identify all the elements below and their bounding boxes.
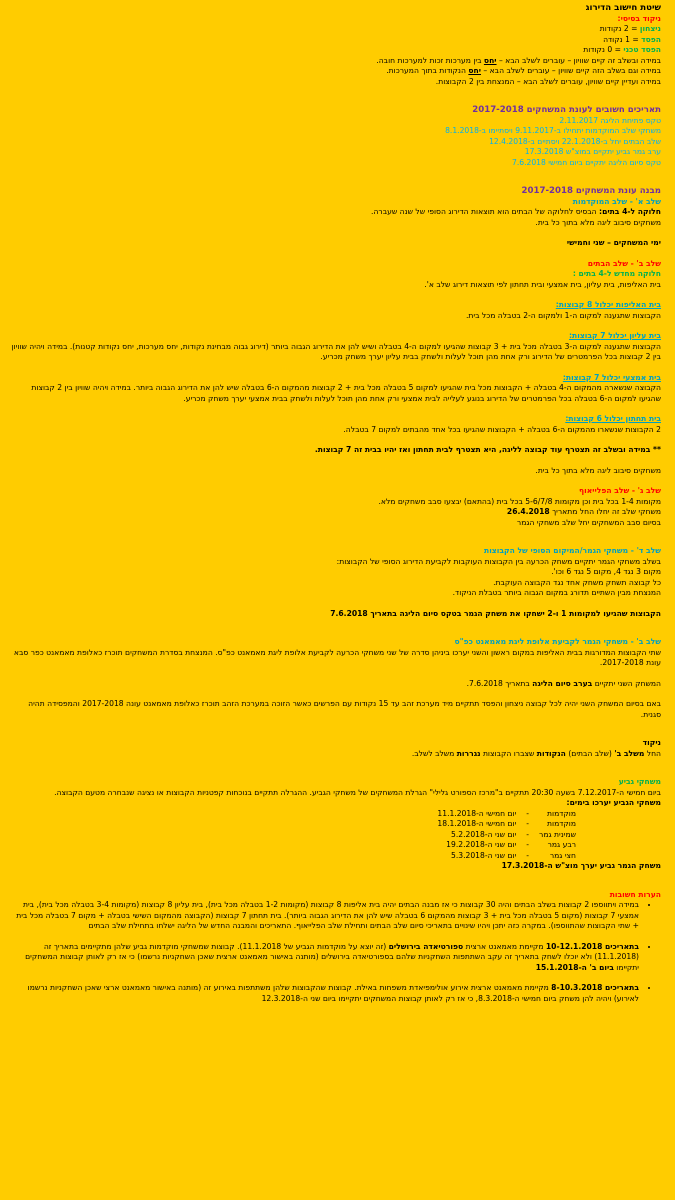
stage-b-subtitle: חלוקה מחדש ל-4 בתים :: [572, 269, 661, 278]
rule1-text-a: במידה ובשלב זה קיים שוויון – עוברים לשלב הבא –: [496, 55, 661, 65]
cup-round: מוקדמות: [547, 808, 576, 818]
note-bold: ספורטיאדה בירושלים: [388, 941, 464, 951]
scoring-text-b: משלב ב': [614, 748, 645, 758]
cup-days-title: משחקי הגביע יערכו בימים:: [566, 798, 661, 807]
stage-b2-line-1: שתי הקבוצות המדורגות בבית האליפות במקום ראשון והשני יערכו ביניהן סדרה של שני משחקי הכרעה לקביעת אלופת ליגת מאמאנט כפ"ס. המנצחת בסדרת המשחקים תוכרז כאלופת מאמאנט כפר סבא עונת 2017-2018.: [13, 647, 661, 667]
stage-a-bold: חלוקה ל-4 בתים:: [599, 207, 661, 216]
date-item: ערב גמר גביע יתקיים במוצ"ש 17.3.2018: [524, 147, 661, 156]
cup-row: [427, 840, 576, 851]
cup-schedule-table: [427, 809, 576, 862]
stage-b2-line-3: באם בסיום המשחק השני יהיה לכל קבוצה ניצחון והפסד תתקיים מיד מערכת זהב עד 15 נקודות עם הפרשים כאשר הזוכה במערכת הזהב תוכרז כאלופת מאמאנט עונה 2017-2018 והמפסידה תהיה סגנית.: [28, 699, 661, 719]
stage-d-title: שלב ד' - משחקי הגמר/המיקום הסופי של הקבוצות: [484, 546, 661, 555]
stage-a-text: הבסיס לחלוקה של הבתים הוא תוצאות הדירוג הסופי של שנה שעברה.: [371, 207, 600, 216]
cup-round: מוקדמות: [547, 819, 576, 828]
cup-date: יום שני ה-19.2.2018: [446, 840, 517, 849]
note-bold: ביום ב' ה-15.1.2018: [535, 962, 614, 972]
house-lower-title: בית תחתון יכלול 6 קבוצות:: [565, 414, 661, 423]
note-bold: בתאריכים 8-10.3.2018: [551, 983, 639, 992]
cup-row: [427, 809, 576, 820]
full-round-note: משחקים סיבוב ליגה מלא בתוך כל בית.: [535, 465, 661, 475]
rule1-text-b: יחס: [483, 55, 497, 65]
stage-d-line-4: המנצחת מבין השתיים תדורג במקום הגבוה ביותר בטבלת הניקוד.: [452, 588, 661, 597]
cup-dash: -: [526, 808, 530, 818]
house-middle-title: בית אמצעי יכלול 7 קבוצות:: [562, 372, 661, 382]
notes-list: [8, 900, 661, 1004]
note-item: [8, 900, 639, 932]
stage-d-line-2: מקום 3 נגד 4, מקום 5 נגד 6 וכו'.: [551, 567, 661, 576]
final-note: הקבוצות שהגיעו למקומות 1 ו-2 ישחקו את משחק הגמר בטקס סיום הליגה בתאריך 7.6.2018: [330, 608, 661, 618]
house-upper-text: הקבוצות שתגענה למקום ה-3 בטבלה מכל בית + 3 קבוצות שהגיעו למקום ה-4 בטבלה ושיש להן את הדירוג הגבוה ביותר (דירוג גבוה מבחינת נקודות, יחס מערכות, יחס נקודות קטנות). במידה ויהיה שוויון בין 2 קבוצות בכל הפרמטרים של הדירוג ורק אחת מהן תוכל לעלות ולשחק בבית עליון יערך משחק מכריע.: [11, 341, 661, 361]
tiebreak-rule-1: [8, 56, 661, 67]
cup-line-1: ביום חמישי ה-7.12.2017 בשעה 20:30 תתקיים ב"מרכז הספורט גלילי" הגרלת המשחקים של משחקי הגביע. ההגרלה תתקיים בנוכחות קפטניות הקבוצות או נציגה שנבחרה מטעם הקבוצה.: [54, 787, 661, 797]
cup-round: חצי גמר: [549, 850, 576, 860]
stage-c-line-2: [8, 507, 661, 518]
stage-d-line-1: בשלב משחקי הגמר יתקיים משחק הכרעה בין הקבוצות העוקבות לקביעת הדירוג הסופי של הקבוצות:: [336, 556, 661, 566]
notes-title: הערות חשובות: [609, 889, 661, 899]
house-middle-text: הקבוצה שנשארה מהמקום ה-4 בטבלה + הקבוצות מכל בית שהגיעו למקום 5 בטבלה מכל בית + 2 קבוצות מהמקום ה-6 בטבלה שיש להן את הדירוג הגבוה ביותר. במידה ויהיה שוויון בין 2 קבוצות שהגיעו למקום ה-6 בטבלה בכל הפרמטרים של הדירוג בנוגע לעלייה לבית אמצעי ורק אחת מהן תוכל לעלות ולשחק בבית אמצעי יערך משחק מכריע.: [31, 383, 661, 403]
scoring-line-1: [8, 749, 661, 760]
cup-row: [427, 830, 576, 841]
note-text: מקיימת מאמאנט ארצית: [463, 941, 546, 951]
date-item: טקס סיום הליגה יתקיים ביום חמישי 7.6.2018: [512, 157, 661, 167]
win-value: = 2 נקודות: [599, 24, 640, 33]
stage-b2-line-2: [8, 679, 661, 690]
stage-a-line-1: [8, 207, 661, 218]
tech-loss-value: = 0 נקודות: [583, 45, 624, 54]
stage-b-line-1: בית האליפות, בית עליון, בית אמצעי ובית תחתון לפי תוצאות דירוג שלב א'.: [424, 279, 661, 289]
tech-loss-label: הפסד טכני: [623, 45, 661, 54]
cup-dash: -: [526, 840, 530, 849]
note-text: (זה יוצא על מוקדמות הגביע של 11.1.2018). קבוצות שמשחקי מוקדמות גביע שלהן מתקיימים בתאריך זה (11.1.2018) ולא יוכלו לשחק בתאריך זה עקב השתתפות השחקניות שלהם בספורטיאדה בירושלים (מותנה באישור מאמאנט ארצית שאכן השחקניות נרשמו) כי אז רק לאותן קבוצות המשחקים יתקיימו: [25, 941, 639, 972]
cup-date: יום שני ה-5.3.2018: [451, 850, 517, 860]
basic-scoring-title: ניקוד בסיסי:: [617, 13, 661, 23]
scoring-title: ניקוד: [642, 738, 661, 747]
extra-team-note: ** במידה ובשלב זה תצטרף עוד קבוצה לליגה, היא תצטרף לבית תחתון ואז יהיו בבית זה 7 קבוצות.: [314, 445, 661, 454]
stage-c-text: משחקי שלב זה יחלו החל מתאריך: [549, 507, 661, 516]
rule2-text-a: במידה וגם בשלב הזה קיים שוויון – עוברים לשלב הבא –: [480, 66, 661, 75]
scoring-text-g: משלב לשלב.: [411, 748, 457, 758]
stage-c-date: 26.4.2018: [506, 507, 550, 516]
date-item: טקס פתיחת הליגה 2.11.2017: [559, 115, 661, 125]
doc-title: שיטת חישוב הדירוג: [585, 3, 661, 13]
stage-c-title: שלב ג' - שלב הפלייאוף: [579, 486, 661, 495]
loss-line: [8, 35, 661, 46]
note-item: [8, 942, 639, 974]
cup-date: יום חמישי ה-11.1.2018: [437, 808, 517, 818]
cup-dash: -: [526, 819, 530, 828]
cup-dash: -: [526, 850, 530, 860]
tiebreak-rule-3: במידה ועדיין קיים שוויון, עוברים לשלב הבא – המנצחת בין 2 הקבוצות.: [435, 76, 661, 86]
house-upper-title: בית עליון יכלול 7 קבוצות:: [569, 331, 661, 340]
stage-d-line-3: כל קבוצה תשחק משחק אחד נגד הקבוצה העוקבת.: [493, 577, 661, 587]
rule2-text-b: יחס: [468, 66, 481, 75]
house-championship-title: בית האליפות יכלול 8 קבוצות:: [555, 300, 661, 309]
game-days: ימי המשחקים – שני וחמישי: [566, 238, 661, 247]
cup-date: יום שני ה-5.2.2018: [451, 829, 517, 839]
house-lower-text: 2 הקבוצות שנשארו מהמקום ה-6 בטבלה + הקבוצות שהגיעו בכל אחד מהבתים למקום 7 בטבלה.: [343, 424, 661, 434]
structure-title: מבנה עונת המשחקים 2017-2018: [521, 186, 661, 196]
note-item: [8, 983, 639, 1004]
cup-row: [427, 851, 576, 862]
cup-final: משחק הגמר גביע יערך מוצ"ש ה-17.3.2018: [501, 861, 661, 870]
note-text: מקיימת מאמאנט ארצית אירוע אולימפיאדת משפחות באילת. קבוצות שהקבוצות שלהן משתתפות באירוע זה (מותנה באישור מאמאנט ארצי שאכן השחקניות נרשמו לאירוע) ויהיה להן משחק ביום חמישי ה-8.3.2018, כי אז רק לאותן קבוצות המשחקים יתקיימו ביום שני ה-12.3.2018: [27, 983, 639, 1003]
scoring-text-a: החל: [644, 748, 661, 758]
cup-round: רבע גמר: [547, 840, 576, 849]
stage-c-line-3: בסיום סבב המשחקים יחל שלב משחקי הגמר: [516, 517, 661, 527]
scoring-text-d: הנקודות: [536, 748, 566, 758]
stage-c-line-1: מקומות 1-4 בכל בית וכן מקומות 5-6/7/8 בכל בית (בהתאם) יבצעו סבב משחקים מלא.: [378, 496, 661, 506]
cup-dash: -: [526, 829, 530, 839]
note-bold: בתאריכים 10-12.1.2018: [545, 941, 639, 951]
win-label: ניצחון: [639, 24, 661, 33]
house-championship-text: הקבוצות שתגענה למקום ה-1 ולמקום ה-2 בטבלה מכל בית.: [465, 310, 661, 320]
cup-row: [427, 819, 576, 830]
scoring-text-f: נגררות: [456, 748, 481, 758]
stage-b2-text-b: בערב סיום הליגה: [532, 678, 593, 688]
stage-b2-title: שלב ב' - משחקי הגמר לקביעת אלופת ליגת מאמאנט כפ"ס: [454, 637, 661, 646]
date-item: שלב הבתים יחל ב-22.1.2018 ויסתיים ב-12.4.2018: [489, 136, 661, 146]
loss-label: הפסד: [641, 34, 661, 44]
cup-round: שמינית גמר: [539, 829, 576, 839]
scoring-text-e: שצברו הקבוצות: [480, 748, 537, 758]
loss-value: = 1 נקודה: [603, 34, 642, 44]
stage-a-title: שלב א' - שלב המוקדמות: [572, 196, 661, 206]
rule2-text-c: הנקודות בתוך המערכות.: [386, 66, 469, 75]
tech-loss-line: [8, 45, 661, 56]
stage-b2-text-c: בתאריך 7.6.2018.: [466, 678, 533, 688]
stage-b-title: שלב ב' - שלב הבתים: [587, 258, 661, 268]
stage-b2-text-a: המשחק השני יתקיים: [592, 678, 661, 688]
stage-a-line-2: משחקים סיבוב ליגה מלא בתוך כל בית.: [535, 217, 661, 227]
cup-date: יום חמישי ה-18.1.2018: [437, 819, 517, 828]
tiebreak-rule-2: [8, 66, 661, 77]
scoring-text-c: (שלב הבתים): [565, 748, 615, 758]
cup-title: משחקי גביע: [618, 777, 661, 786]
note-text: במידה ויתווספו 2 קבוצות בשלב הבתים והיה 30 קבוצות כי אז מבנה הבתים יהיה בית אליפות 8 קבוצות (מקומות 1-2 בטבלה מכל בית), בית עליון 8 קבוצות (מקומות 3-4 בטבלה מכל בית), בית אמצעי 7 קבוצות (מקום 5 בטבלה מכל בית + 3 קבוצות מהמקום 6 בטבלה שיש להן את הדירוג הגבוה ביותר). בית תחתון 7 קבוצות (הקבוצה מהמקום השישי בטבלה + מקום 7 בטבלה מכל בית + שתי הקבוצות שהתווספו). במקרה כזה יתכן ויהיו שינויים בתאריכי סיום שלב הבתים ותחילת שלב הפלייאוף. התאריכים והמבנה החדש של הליגה ישלחו בתחילת שלב הבתים: [16, 900, 639, 930]
dates-title: תאריכים חשובים לעונת המשחקים 2017-2018: [472, 105, 661, 115]
rule1-text-c: בין מערכות זכות למערכות חובה.: [376, 55, 484, 65]
date-item: משחקי שלב המוקדמות יתחילו ב-9.11.2017 ויסתיימו ב-8.1.2018: [445, 126, 661, 135]
win-line: [8, 24, 661, 35]
